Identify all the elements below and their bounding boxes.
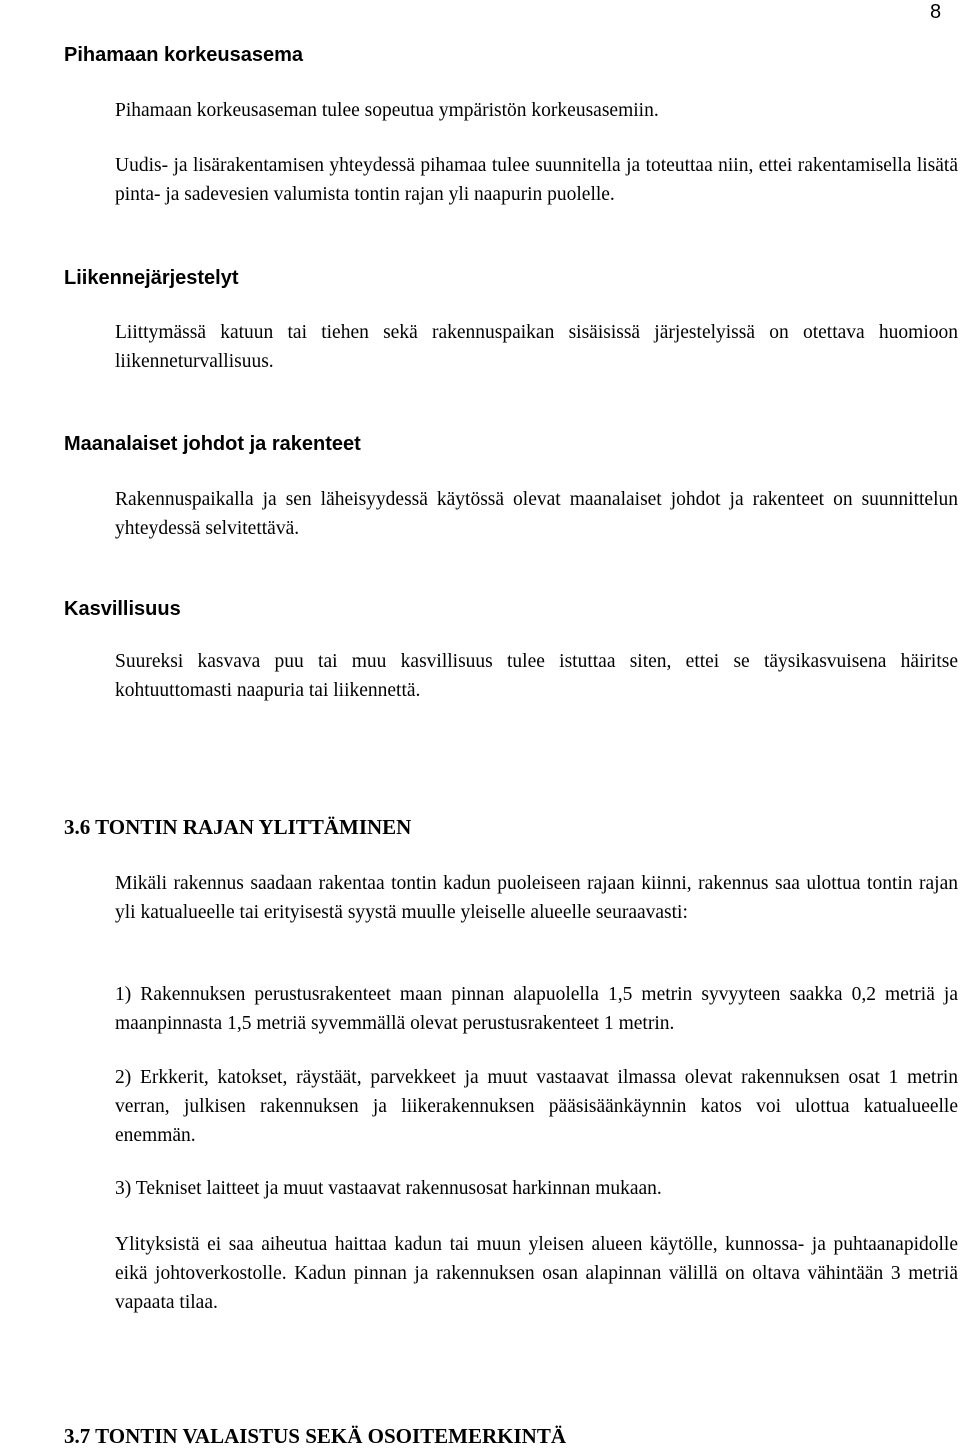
paragraph-hulevedet: Uudis- ja lisärakentamisen yhteydessä pihamaa tulee suunnitella ja toteuttaa niin, ettei rakentamisella lisätä pinta- ja sadevesien valumista tontin rajan yli naapurin puolelle. (115, 155, 958, 205)
list-item-1-perustusrakenteet: 1) Rakennuksen perustusrakenteet maan pinnan alapuolella 1,5 metrin syvyyteen saakka 0,2 metriä ja maanpinnasta 1,5 metriä syvemmällä olevat perustusrakenteet 1 metrin. (115, 984, 958, 1034)
paragraph-ylitysten-haitat: Ylityksistä ei saa aiheutua haittaa kadun tai muun yleisen alueen käytölle, kunnossa- ja puhtaanapidolle eikä johtoverkostolle. Kadun pinnan ja rakennuksen osan alapinnan välillä on oltava vähintään 3 metriä vapaata tilaa. (115, 1234, 958, 1313)
paragraph-kasvillisuus: Suureksi kasvava puu tai muu kasvillisuus tulee istuttaa siten, ettei se täysikasvuisena häiritse kohtuuttomasti naapuria tai liikennettä. (115, 651, 958, 701)
heading-liikennejarjestelyt: Liikennejärjestelyt (64, 267, 239, 289)
paragraph-rajan-ylitys-intro: Mikäli rakennus saadaan rakentaa tontin kadun puoleiseen rajaan kiinni, rakennus saa ulottua tontin rajan yli katualueelle tai erityisestä syystä muulle yleiselle alueelle seuraavasti: (115, 873, 958, 923)
heading-tontin-valaistus: 3.7 TONTIN VALAISTUS SEKÄ OSOITEMERKINTÄ (64, 1424, 567, 1448)
paragraph-korkeusasema: Pihamaan korkeusaseman tulee sopeutua ympäristön korkeusasemiin. (115, 100, 659, 121)
paragraph-maanalaiset-johdot: Rakennuspaikalla ja sen läheisyydessä käytössä olevat maanalaiset johdot ja rakenteet on suunnittelun yhteydessä selvitettävä. (115, 489, 958, 539)
heading-maanalaiset-johdot: Maanalaiset johdot ja rakenteet (64, 433, 361, 455)
page-number: 8 (930, 1, 942, 23)
heading-tontin-rajan-ylittaminen: 3.6 TONTIN RAJAN YLITTÄMINEN (64, 815, 412, 839)
heading-kasvillisuus: Kasvillisuus (64, 598, 181, 620)
list-item-2-erkkerit: 2) Erkkerit, katokset, räystäät, parvekkeet ja muut vastaavat ilmassa olevat rakennuksen osat 1 metrin verran, julkisen rakennuksen ja liikerakennuksen pääsisäänkäynnin katos voi ulottua katualueelle enemmän. (115, 1067, 958, 1146)
paragraph-liikenneturvallisuus: Liittymässä katuun tai tiehen sekä rakennuspaikan sisäisissä järjestelyissä on otettava huomioon liikenneturvallisuus. (115, 322, 958, 372)
list-item-3-tekniset-laitteet: 3) Tekniset laitteet ja muut vastaavat rakennusosat harkinnan mukaan. (115, 1178, 662, 1199)
heading-pihamaan-korkeusasema: Pihamaan korkeusasema (64, 44, 304, 66)
